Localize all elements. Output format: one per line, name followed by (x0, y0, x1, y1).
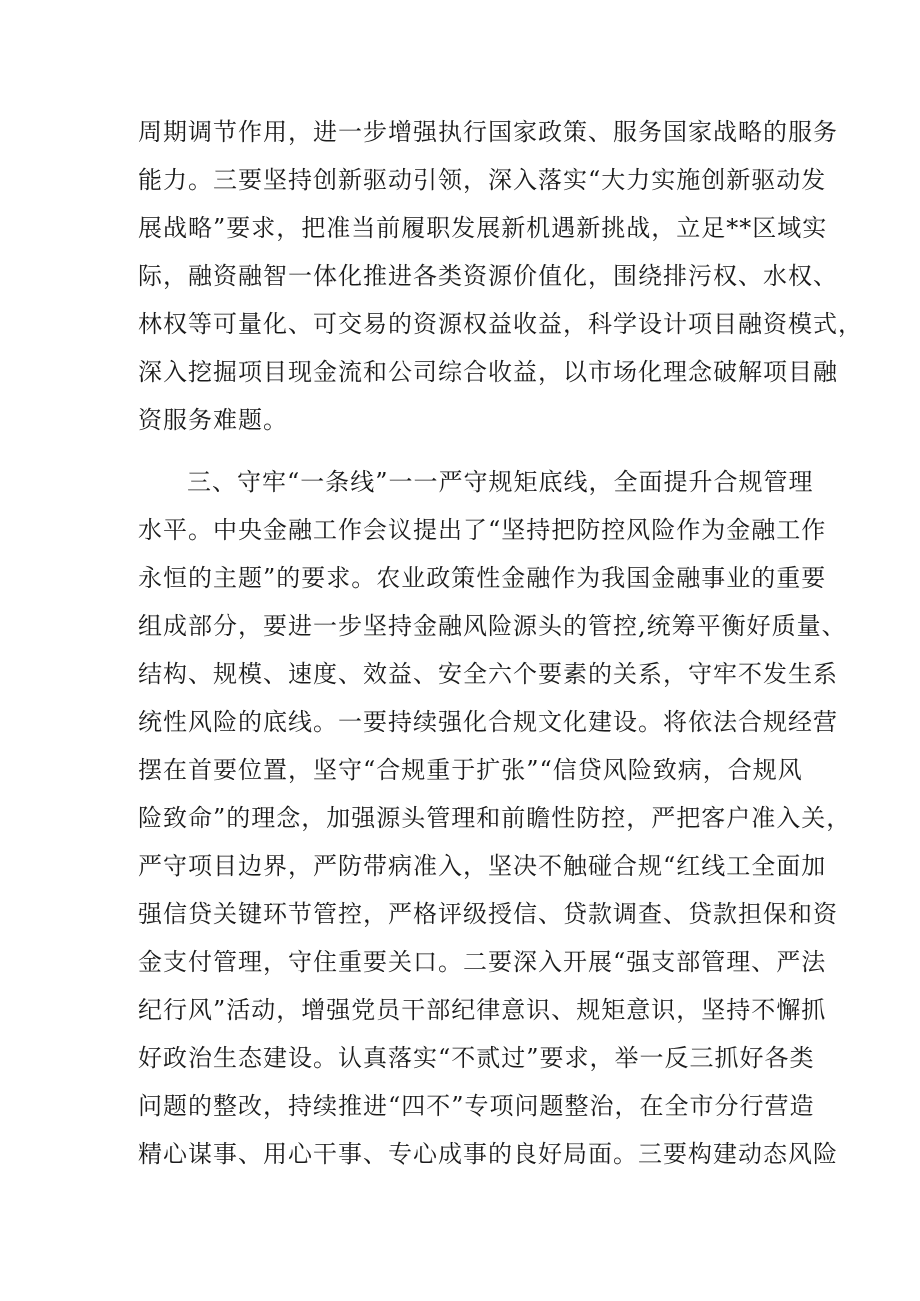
text-line: 纪行风”活动，增强党员干部纪律意识、规矩意识，坚持不懈抓 (138, 996, 827, 1024)
text-line: 永恒的主题”的要求。农业政策性金融作为我国金融事业的重要 (138, 564, 827, 592)
text-line: 际，融资融智一体化推进各类资源价值化，围绕排污权、水权、 (138, 262, 838, 290)
text-line: 组成部分，要进一步坚持金融风险源头的管控,统筹平衡好质量、 (138, 612, 847, 640)
text-line: 能力。三要坚持创新驱动引领，深入落实“大力实施创新驱动发 (138, 166, 827, 194)
text-line: 金支付管理，守住重要关口。二要深入开展“强支部管理、严法 (138, 948, 827, 976)
text-line: 精心谋事、用心干事、专心成事的良好局面。三要构建动态风险 (138, 1140, 838, 1168)
text-line: 统性风险的底线。一要持续强化合规文化建设。将依法合规经营 (138, 708, 838, 736)
text-line: 问题的整改，持续推进“四不”专项问题整治，在全市分行营造 (138, 1092, 815, 1120)
text-line: 周期调节作用，进一步增强执行国家政策、服务国家战略的服务 (138, 118, 838, 146)
text-line: 深入挖掘项目现金流和公司综合收益，以市场化理念破解项目融 (138, 358, 838, 386)
text-line: 结构、规模、速度、效益、安全六个要素的关系，守牢不发生系 (138, 660, 838, 688)
text-line: 资服务难题。 (138, 406, 288, 434)
text-line: 好政治生态建设。认真落实“不贰过”要求，举一反三抓好各类 (138, 1044, 815, 1072)
text-line: 摆在首要位置，坚守“合规重于扩张”“信贷风险致病，合规风 (138, 756, 803, 784)
text-line: 林权等可量化、可交易的资源权益收益，科学设计项目融资模式， (138, 310, 863, 338)
text-line: 险致命”的理念，加强源头管理和前瞻性防控，严把客户准入关， (138, 804, 852, 832)
text-line: 严守项目边界，严防带病准入，坚决不触碰合规“红线工全面加 (138, 852, 827, 880)
text-line: 展战略”要求，把准当前履职发展新机遇新挑战，立足**区域实 (138, 214, 828, 242)
text-line: 水平。中央金融工作会议提出了“坚持把防控风险作为金融工作 (138, 516, 827, 544)
text-line: 强信贷关键环节管控，严格评级授信、贷款调查、贷款担保和资 (138, 900, 838, 928)
section-heading-line: 三、守牢“一条线”一一严守规矩底线，全面提升合规管理 (187, 468, 814, 496)
